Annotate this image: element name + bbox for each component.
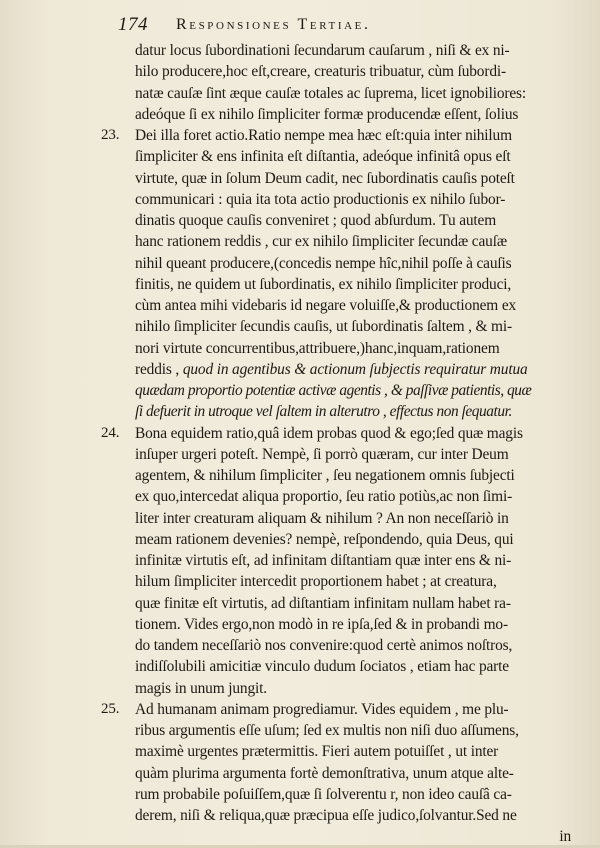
text-line: tionem. Vides ergo,non modò in re ipſa,ſed & in probandi mo- [135,615,508,633]
text-line: natæ cauſæ ſint æque cauſæ totales ac ſuprema, licet ignobiliores: [135,84,527,102]
italic-line: quædam proportio potentiæ activæ agentis , & paſſivæ patientis, quæ [135,382,532,399]
text-line: Bona equidem ratio,quâ idem probas quod & ego;ſed quæ magis [135,424,523,442]
text-line: magis in unum jungit. [135,679,267,697]
paragraph-24-start [101,423,575,444]
text-line: derem, niſi & reliqua,quæ præcipua eſſe judico,ſolvantur.Sed ne [135,807,517,824]
text-line: Ad humanam animam progrediamur. Vides equidem , me plu- [135,700,509,718]
text-line: Dei illa foret actio.Ratio nempe mea hæc eſt:quia inter nihilum [135,127,512,144]
text-line: datur locus ſubordinationi ſecundarum cauſarum , niſi & ex ni- [135,42,510,59]
text-line: liter inter creaturam aliquam & nihilum ? An non neceſſariò in [135,509,509,527]
mixed-line [135,359,575,380]
text-line: hilum ſimpliciter intercedit proportionem habet ; at creatura, [135,573,497,591]
body-text [101,40,575,848]
text-line: virtute, quæ in ſolum Deum cadit, nec ſubordinatis cauſis poteſt [135,169,515,187]
text-line: maximè urgentes prætermittis. Fieri autem potuiſſet , ut inter [135,743,499,761]
text-line: dinatis quoque cauſis conveniret ; quod abſurdum. Tu autem [135,212,497,229]
paragraph-number-25: 25. [101,700,120,717]
text-line: do tandem neceſſariò nos convenire:quod certè animos noſtros, [135,637,513,654]
text-line: cùm antea mihi videbaris id negare voluiſſe,& productionem ex [135,297,517,314]
page-header [118,14,478,38]
text-line: finitis, ne quidem ut ſubordinatis, ex nihilo ſimpliciter produci, [135,275,512,293]
text-line: hilo producere,hoc eſt,creare, creaturis tribuatur, cùm ſubordi- [135,63,506,81]
text-line: adeóque ſi ex nihilo ſimpliciter formæ producendæ eſſent, ſolius [135,105,519,123]
italic-line: ſi defuerit in utroque vel ſaltem in alterutro , effectus non ſequatur. [135,403,512,421]
text-line: hanc rationem reddis , cur ex nihilo ſimpliciter ſecundæ cauſæ [135,233,507,251]
text-line: inſuper urgeri poteſt. Nempè, ſi porrò quæram, cur inter Deum [135,445,509,463]
paragraph-number-23: 23. [101,127,120,143]
paragraph-number-24: 24. [101,424,120,441]
text-line: ribus argumentis eſſe uſum; ſed ex multis non niſi duo aſſumens, [135,722,519,739]
text-line: nori virtute concurrentibus,attribuere,)hanc,inquam,rationem [135,339,500,357]
text-line: ex quo,intercedat aliqua proportio, ſeu ratio potiùs,ac non ſimi- [135,488,513,506]
text-line: rum probabile poſuiſſem,quæ ſi ſolverentu r, non ideo cauſâ ca- [135,785,512,803]
text-line: meam rationem devenies? nempè, reſpondendo, quia Deus, qui [135,530,514,548]
text-line: communicari : quia ita tota actio productionis ex nihilo ſubor- [135,190,506,208]
text-segment: reddis , [135,360,180,378]
page-number: 174 [118,14,148,35]
text-line: quàm plurima argumenta fortè demonſtrativa, unum atque alte- [135,764,514,782]
catchword: in [559,828,571,846]
text-line: nihilo ſimpliciter ſecundis cauſis, ut ſubordinatis ſaltem , & mi- [135,318,512,336]
text-line: nihil queant producere,(concedis nempe hîc,nihil poſſe à cauſis [135,254,512,272]
paragraph-25-start [101,699,575,720]
text-line: agentem, & nihilum ſimpliciter , ſeu negationem omnis ſubjecti [135,467,515,484]
italic-segment: quod in agentibus & actionum ſubjectis requiratur mutua [182,360,528,378]
paragraph-23-start [101,125,575,146]
text-line: infinitæ virtutis eſt, ad infinitam diſtantiam quæ inter ens & ni- [135,552,512,569]
text-line: quæ finitæ eſt virtutis, ad diſtantiam infinitam nullam habet ra- [135,594,511,612]
text-line: ſimpliciter & ens infinita eſt diſtantia, adeóque infinitâ opus eſt [135,148,511,166]
running-title: Responsiones Tertiae. [176,16,371,33]
text-line: indiſſolubili amicitiæ vinculo dudum ſociatos , etiam hac parte [135,658,509,676]
